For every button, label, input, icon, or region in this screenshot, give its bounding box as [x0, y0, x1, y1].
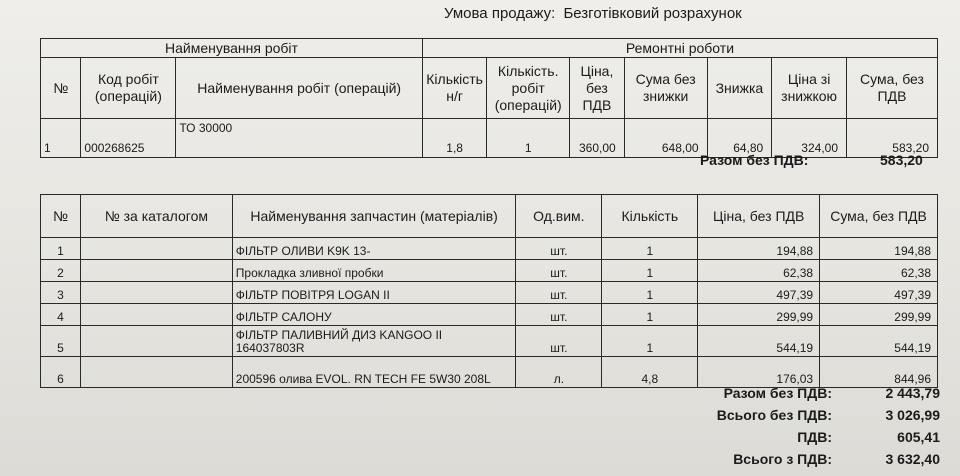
cell-code: 000268625 [81, 119, 176, 158]
cell-price: 194,88 [698, 238, 820, 260]
cell-name: 200596 олива EVOL. RN TECH FE 5W30 208L [232, 357, 516, 388]
cell-unit: л. [516, 357, 602, 388]
cell-catalog [80, 326, 232, 357]
cell-qty: 1 [487, 119, 570, 158]
parts-col-qty: Кількість [602, 195, 698, 238]
cell-name: ФІЛЬТР ПОВІТРЯ LOGAN II [232, 282, 516, 304]
works-col-no: № [41, 58, 81, 119]
works-total-value: 583,20 [880, 152, 923, 168]
parts-col-name: Найменування запчастин (матеріалів) [232, 195, 516, 238]
cell-price: 544,19 [698, 326, 820, 357]
cell-unit: шт. [516, 304, 602, 326]
works-group-left: Найменування робіт [41, 39, 423, 58]
cell-name: ТО 30000 [176, 119, 423, 158]
cell-price: 176,03 [698, 357, 820, 388]
cell-qty: 4,8 [602, 357, 698, 388]
cell-name: ФІЛЬТР ПАЛИВНИЙ ДИЗ KANGOO II 164037803R [232, 326, 516, 357]
table-row [41, 282, 938, 304]
cell-qty: 1 [602, 260, 698, 282]
cell-sum: 194,88 [820, 238, 938, 260]
totals-value: 3 632,40 [885, 451, 940, 467]
cell-name: ФІЛЬТР ОЛИВИ K9K 13- [232, 238, 516, 260]
cell-name: ФІЛЬТР САЛОНУ [232, 304, 516, 326]
cell-no: 6 [41, 357, 81, 388]
cell-sum: 844,96 [820, 357, 938, 388]
cell-unit: шт. [516, 238, 602, 260]
cell-qty: 1 [602, 238, 698, 260]
sale-condition-value: Безготівковий розрахунок [563, 5, 742, 22]
table-row [41, 260, 938, 282]
works-col-code: Код робіт (операцій) [81, 58, 176, 119]
cell-catalog [80, 238, 232, 260]
works-total-label: Разом без ПДВ: [700, 152, 809, 168]
cell-no: 5 [41, 326, 81, 357]
works-col-sum: Сума без знижки [624, 58, 707, 119]
totals-value: 3 026,99 [885, 407, 940, 423]
table-row [41, 304, 938, 326]
totals-label: Разом без ПДВ: [723, 385, 832, 401]
cell-sum: 648,00 [624, 119, 707, 158]
cell-qty: 1 [602, 282, 698, 304]
works-column-headers [41, 58, 938, 119]
works-col-qty: Кількість. робіт (операцій) [487, 58, 570, 119]
parts-col-unit: Од.вим. [516, 195, 602, 238]
table-row [41, 238, 938, 260]
cell-catalog [80, 357, 232, 388]
works-group-header [41, 39, 938, 58]
sale-condition [440, 5, 742, 22]
totals-label: ПДВ: [797, 429, 832, 445]
cell-sum: 62,38 [820, 260, 938, 282]
works-col-disc-price: Ціна зі знижкою [772, 58, 847, 119]
cell-sum: 497,39 [820, 282, 938, 304]
cell-catalog [80, 304, 232, 326]
parts-col-catalog: № за каталогом [80, 195, 232, 238]
cell-qty: 1 [602, 304, 698, 326]
cell-disc-price: 324,00 [772, 119, 847, 158]
totals-label: Всього з ПДВ: [733, 451, 832, 467]
parts-table [40, 194, 938, 388]
parts-col-sum: Сума, без ПДВ [820, 195, 938, 238]
cell-name: Прокладка зливної пробки [232, 260, 516, 282]
cell-sum: 299,99 [820, 304, 938, 326]
invoice-totals [610, 382, 940, 470]
cell-no: 1 [41, 119, 81, 158]
totals-line [610, 404, 940, 426]
cell-hours: 1,8 [422, 119, 486, 158]
totals-line [610, 448, 940, 470]
cell-price: 62,38 [698, 260, 820, 282]
cell-price: 299,99 [698, 304, 820, 326]
table-row [41, 326, 938, 357]
totals-value: 2 443,79 [885, 385, 940, 401]
cell-price: 497,39 [698, 282, 820, 304]
cell-unit: шт. [516, 326, 602, 357]
cell-no: 2 [41, 260, 81, 282]
works-col-price: Ціна, без ПДВ [570, 58, 625, 119]
parts-col-no: № [41, 195, 81, 238]
totals-line [610, 426, 940, 448]
cell-catalog [80, 260, 232, 282]
parts-col-price: Ціна, без ПДВ [698, 195, 820, 238]
cell-qty: 1 [602, 326, 698, 357]
cell-unit: шт. [516, 260, 602, 282]
works-col-name: Найменування робіт (операцій) [176, 58, 423, 119]
totals-line [610, 382, 940, 404]
cell-sum: 544,19 [820, 326, 938, 357]
totals-value: 605,41 [897, 429, 940, 445]
cell-price: 360,00 [570, 119, 625, 158]
cell-total: 583,20 [847, 119, 938, 158]
cell-catalog [80, 282, 232, 304]
totals-label: Всього без ПДВ: [716, 407, 832, 423]
cell-no: 1 [41, 238, 81, 260]
cell-discount: 64,80 [707, 119, 772, 158]
works-group-right: Ремонтні роботи [422, 39, 937, 58]
works-col-total: Сума, без ПДВ [847, 58, 938, 119]
works-table [40, 38, 938, 158]
works-col-discount: Знижка [707, 58, 772, 119]
sale-condition-label: Умова продажу: [444, 5, 556, 22]
cell-no: 3 [41, 282, 81, 304]
parts-column-headers [41, 195, 938, 238]
cell-unit: шт. [516, 282, 602, 304]
cell-no: 4 [41, 304, 81, 326]
works-col-hours: Кількість н/г [422, 58, 486, 119]
